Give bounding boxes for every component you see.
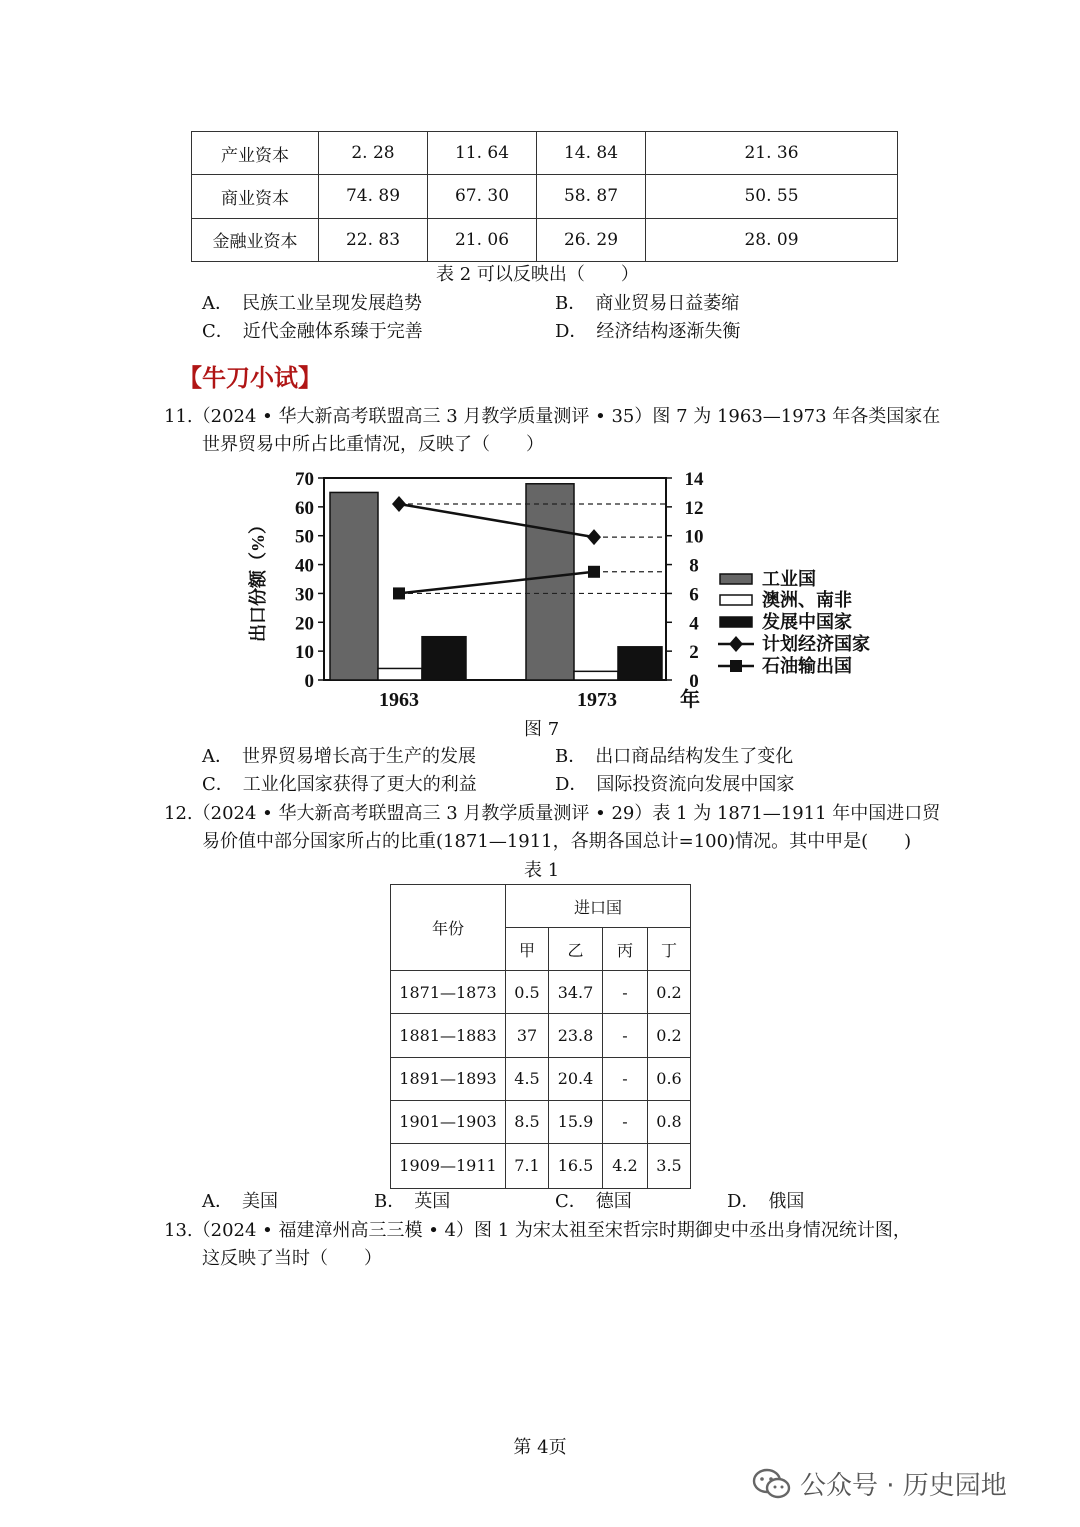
cell: -: [603, 1057, 648, 1100]
y-tick-label: 10: [295, 642, 314, 664]
question-11-line1: 11.（2024 • 华大新高考联盟高三 3 月教学质量测评 • 35）图 7 为 1963—1973 年各类国家在: [164, 406, 941, 427]
y2-tick-label: 2: [689, 642, 699, 664]
table-header-row: [391, 885, 691, 928]
option-c: C． 工业化国家获得了更大的利益: [202, 774, 477, 795]
cell: 16.5: [549, 1143, 603, 1188]
cell: -: [603, 971, 648, 1014]
y2-tick-label: 14: [684, 469, 704, 490]
x-tick-label: 1963: [379, 689, 419, 711]
cell: 28. 09: [646, 218, 898, 261]
figure-7-chart: [240, 462, 900, 718]
col-header: 丁: [648, 928, 691, 971]
col-header: 乙: [549, 928, 603, 971]
table-row: [192, 132, 898, 175]
cell: 0.5: [506, 971, 549, 1014]
table-row: [391, 1143, 691, 1188]
bar-australia-south-africa-1963: [378, 668, 422, 680]
cell: 21. 06: [428, 218, 537, 261]
cell: 4.2: [603, 1143, 648, 1188]
cell: 0.2: [648, 1014, 691, 1057]
table-1-title: 表 1: [524, 860, 560, 881]
bar-industrial-1973: [526, 484, 574, 680]
question-13-line2: 这反映了当时（ ）: [202, 1248, 382, 1269]
y2-tick-label: 10: [684, 526, 704, 548]
cell: 0.8: [648, 1100, 691, 1143]
watermark: [752, 1465, 1007, 1502]
legend-square: [730, 660, 742, 672]
table-row: [391, 1014, 691, 1057]
cell: 0.6: [648, 1057, 691, 1100]
question-12-line2: 易价值中部分国家所占的比重(1871—1911，各期各国总计=100)情况。其中甲是( ): [202, 831, 912, 852]
option-b: B． 英国: [374, 1191, 451, 1212]
legend-diamond: [729, 636, 743, 652]
row-label: 产业资本: [192, 132, 319, 175]
cell: 74. 89: [319, 175, 428, 218]
year-cell: 1901—1903: [391, 1100, 506, 1143]
table-1: [390, 884, 691, 1189]
x-tick-label: 1973: [577, 689, 617, 711]
y2-tick-label: 6: [689, 584, 699, 606]
y2-tick-label: 4: [689, 613, 699, 635]
year-cell: 1881—1883: [391, 1014, 506, 1057]
cell: -: [603, 1014, 648, 1057]
col-header: 丙: [603, 928, 648, 971]
legend-swatch: [720, 574, 752, 584]
y2-tick-label: 12: [684, 497, 704, 519]
table-row: [391, 1057, 691, 1100]
option-b: B． 出口商品结构发生了变化: [555, 746, 794, 767]
square-point: [393, 587, 405, 599]
table-row: [192, 175, 898, 218]
y-axis-label: 出口份额（%）: [248, 516, 268, 642]
y-tick-label: 50: [295, 526, 314, 548]
cell: 67. 30: [428, 175, 537, 218]
option-c: C． 德国: [555, 1191, 632, 1212]
cell: 2. 28: [319, 132, 428, 175]
year-cell: 1871—1873: [391, 971, 506, 1014]
cell: 8.5: [506, 1100, 549, 1143]
diamond-point: [392, 496, 406, 512]
cell: 4.5: [506, 1057, 549, 1100]
square-point: [588, 566, 600, 578]
cell: 14. 84: [537, 132, 646, 175]
bar-australia-south-africa-1973: [574, 671, 618, 680]
year-cell: 1909—1911: [391, 1143, 506, 1188]
legend-label: 工业国: [762, 569, 816, 589]
option-b: B． 商业贸易日益萎缩: [555, 293, 740, 314]
bar-developing-1963: [422, 637, 466, 680]
option-a: A． 世界贸易增长高于生产的发展: [202, 746, 476, 767]
col-header: 甲: [506, 928, 549, 971]
header-group: 进口国: [506, 885, 691, 928]
page-number: 第 4页: [513, 1437, 567, 1458]
table-row: [391, 971, 691, 1014]
cell: 34.7: [549, 971, 603, 1014]
cell: 15.9: [549, 1100, 603, 1143]
table-row: [391, 1100, 691, 1143]
y-tick-label: 60: [295, 497, 314, 519]
option-a: A． 民族工业呈现发展趋势: [202, 293, 422, 314]
wechat-icon: [752, 1468, 792, 1500]
cell: 11. 64: [428, 132, 537, 175]
watermark-text: 公众号 · 历史园地: [800, 1471, 1007, 1501]
cell: 58. 87: [537, 175, 646, 218]
table-2: [191, 131, 898, 262]
cell: -: [603, 1100, 648, 1143]
bar-industrial-1963: [330, 492, 378, 680]
question-11-line2: 世界贸易中所占比重情况，反映了（ ）: [202, 434, 544, 455]
cell: 26. 29: [537, 218, 646, 261]
row-label: 金融业资本: [192, 218, 319, 261]
cell: 3.5: [648, 1143, 691, 1188]
year-cell: 1891—1893: [391, 1057, 506, 1100]
question-12-line1: 12.（2024 • 华大新高考联盟高三 3 月教学质量测评 • 29）表 1 为 1871—1911 年中国进口贸: [164, 803, 941, 824]
x-axis-label: 年: [680, 689, 700, 711]
y-tick-label: 70: [295, 469, 314, 490]
table-row: [192, 218, 898, 261]
cell: 0.2: [648, 971, 691, 1014]
question-10-stem: 表 2 可以反映出（ ）: [436, 264, 639, 285]
cell: 22. 83: [319, 218, 428, 261]
option-a: A． 美国: [202, 1191, 278, 1212]
cell: 20.4: [549, 1057, 603, 1100]
figure-7-caption: 图 7: [524, 719, 560, 740]
question-13-line1: 13.（2024 • 福建漳州高三三模 • 4）图 1 为宋太祖至宋哲宗时期御史中丞出身情况统计图，: [164, 1220, 911, 1241]
y-tick-label: 30: [295, 584, 314, 606]
legend-label: 石油输出国: [762, 656, 852, 676]
diamond-point: [587, 529, 601, 545]
cell: 7.1: [506, 1143, 549, 1188]
legend-label: 澳洲、南非: [762, 590, 852, 610]
legend-swatch: [720, 617, 752, 627]
bar-developing-1973: [618, 647, 662, 680]
y-tick-label: 20: [295, 613, 314, 635]
legend-label: 计划经济国家: [762, 634, 870, 654]
header-year: 年份: [391, 885, 506, 971]
y-tick-label: 0: [304, 671, 314, 692]
y2-tick-label: 8: [689, 555, 699, 577]
cell: 50. 55: [646, 175, 898, 218]
option-c: C． 近代金融体系臻于完善: [202, 321, 423, 342]
section-title: 【牛刀小试】: [178, 364, 322, 392]
y-tick-label: 40: [295, 555, 314, 577]
row-label: 商业资本: [192, 175, 319, 218]
cell: 21. 36: [646, 132, 898, 175]
cell: 23.8: [549, 1014, 603, 1057]
y2-tick-label: 0: [689, 671, 699, 692]
legend-label: 发展中国家: [762, 612, 852, 632]
option-d: D． 俄国: [727, 1191, 805, 1212]
cell: 37: [506, 1014, 549, 1057]
legend-swatch: [720, 595, 752, 605]
option-d: D． 国际投资流向发展中国家: [555, 774, 795, 795]
option-d: D． 经济结构逐渐失衡: [555, 321, 741, 342]
